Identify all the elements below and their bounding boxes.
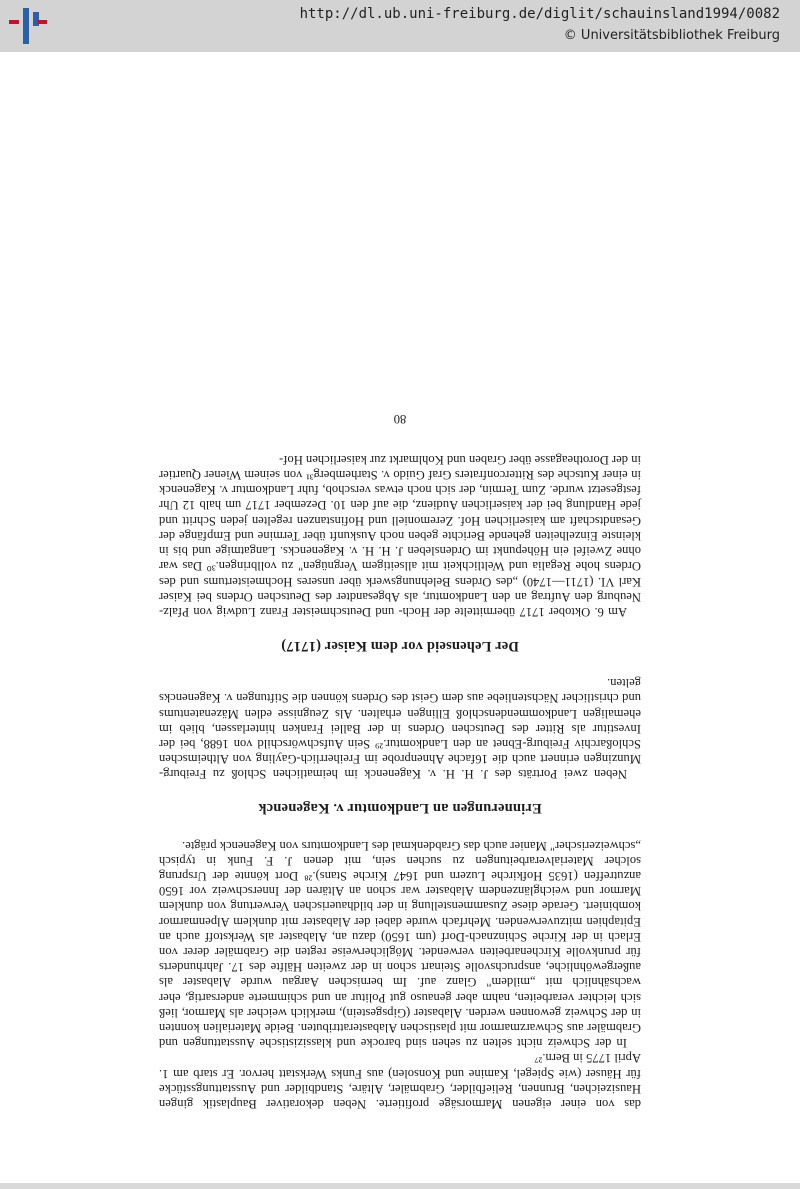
bottom-strip: [0, 1183, 800, 1189]
paragraph-portraits: Neben zwei Porträts des J. H. H. v. Kagenenck im heimatlichen Schloß zu Freiburg-Munzingen erinnert auch die 16fache Ahnenprobe im Freiherrlich-Gayling von Altheimschen Schloßarchiv Freiburg-Ebnet an den Landkomtur.²⁹ Sein Aufschwörschild von 1688, bei der Investitur als Ritter des Deutschen Ordens in der Ballei Franken hinterlassen, blieb im ehemaligen Landkommendenschloß Ellingen erhalten. Als Zeugnisse edlen Mäzenatentums und christlicher Nächstenliebe aus dem Geist des Ordens können die Stiftungen v. Kagenencks gelten.: [159, 676, 641, 782]
footer-text-group: [70, 4, 790, 46]
paragraph-funk-workshop: das von einer eigenen Marmorsäge profitierte. Neben dekorativer Bauplastik gingen Hausizeichen, Brunnen, Reliefbilder, Grabmäler, Altäre, Standbilder und Ausstattungsstücke für Häuser (wie Spiegel, Kamine und Konsolen) aus Funks Werkstatt hervor. Er starb am 1. April 1775 in Bern.²⁷: [159, 1051, 641, 1111]
footer-credit: © Universitätsbibliothek Freiburg: [563, 28, 780, 43]
section-heading-oath: Der Lehenseid vor dem Kaiser (1717): [281, 637, 519, 654]
library-logo-icon: [6, 6, 50, 46]
paragraph-oath: Am 6. Oktober 1717 übermittelte der Hoch- und Deutschmeister Franz Ludwig von Pfalz-Neuburg den Auftrag an den Landkomtur, als Abgesandter des Deutschen Ordens bei Kaiser Karl VI. (1711—1740) „des Ordens Belehnungswerk über unseres Hochmeistertums und des Ordens hohe Regalia und Weltlichkeit mit allseitigem Vergnügen" zu vollbringen.³⁰ Das war ohne Zweifel ein Höhepunkt im Ordensleben J. H. H. v. Kagenencks. Langatmige und bis in kleinste Einzelheiten gehende Berichte geben noch Auskunft über Termine und Empfänge der Gesandtschaft am kaiserlichen Hof. Zeremoniell und Hofinstanzen regelten jeden Schritt und jede Handlung bei der kaiserlichen Audienz, die auf den 10. Dezember 1717 um halb 12 Uhr festgesetzt wurde. Zum Termin, der sich noch etwas verschob, fuhr Landkomtur v. Kagenenck in einer Kutsche des Ritterconfraters Graf Guido v. Starhemberg³¹ von seinem Wiener Quartier in der Dorotheagasse über Graben und Kohlmarkt zur kaiserlichen Hof-: [159, 452, 641, 619]
page-number: 80: [393, 411, 407, 426]
section-heading-memories: Erinnerungen an Landkomtur v. Kagenenck: [258, 800, 542, 817]
paragraph-alabaster: In der Schweiz nicht selten zu sehen sind barocke und klassizistische Ausstattungen und Grabmäler aus Schwarzmarmor mit plastischen Alabasterattributen. Beide Materialien konnten in der Schweiz gewonnen werden. Alabaster (Gipsgestein), merklich weicher als Marmor, ließ sich leichter verarbeiten, nahm aber genauso gut Politur an und schimmerte andersartig, eher wachsähnlich mit „mildem" Glanz auf. Im bernischen Aargau wurde Alabaster als außergewöhnliche, anspruchsvolle Steinart schon in der zweiten Hälfte des 17. Jahrhunderts für prunkvolle Kirchenarbeiten verwendet. Möglicherweise regten die Grabmäler derer von Erlach in der Kirche Schinznach-Dorf (um 1650) dazu an, Alabaster als Werkstoff auch an Epitaphien mitzuverwenden. Mehrfach wurde dabei der Alabaster mit dunklem Alpenmarmor kombiniert. Gerade diese Zusammenstellung in der bildhauerischen Verwertung von dunklem Marmor und weichglänzendem Alabaster war schon an Altären der Innerschweiz vor 1650 anzutreffen (1635 Hofkirche Luzern und 1647 Kirche Stans).²⁸ Dort könnte der Ursprung solcher Materialverarbeitungen zu suchen sein, mit denen J. F. Funk in typisch „schweizerischer" Manier auch das Grabdenkmal des Landkomturs von Kagenenck prägte.: [159, 838, 641, 1051]
document-page: [159, 111, 641, 1111]
footer-url-link[interactable]: http://dl.ub.uni-freiburg.de/diglit/schauinsland1994/0082: [299, 6, 780, 22]
